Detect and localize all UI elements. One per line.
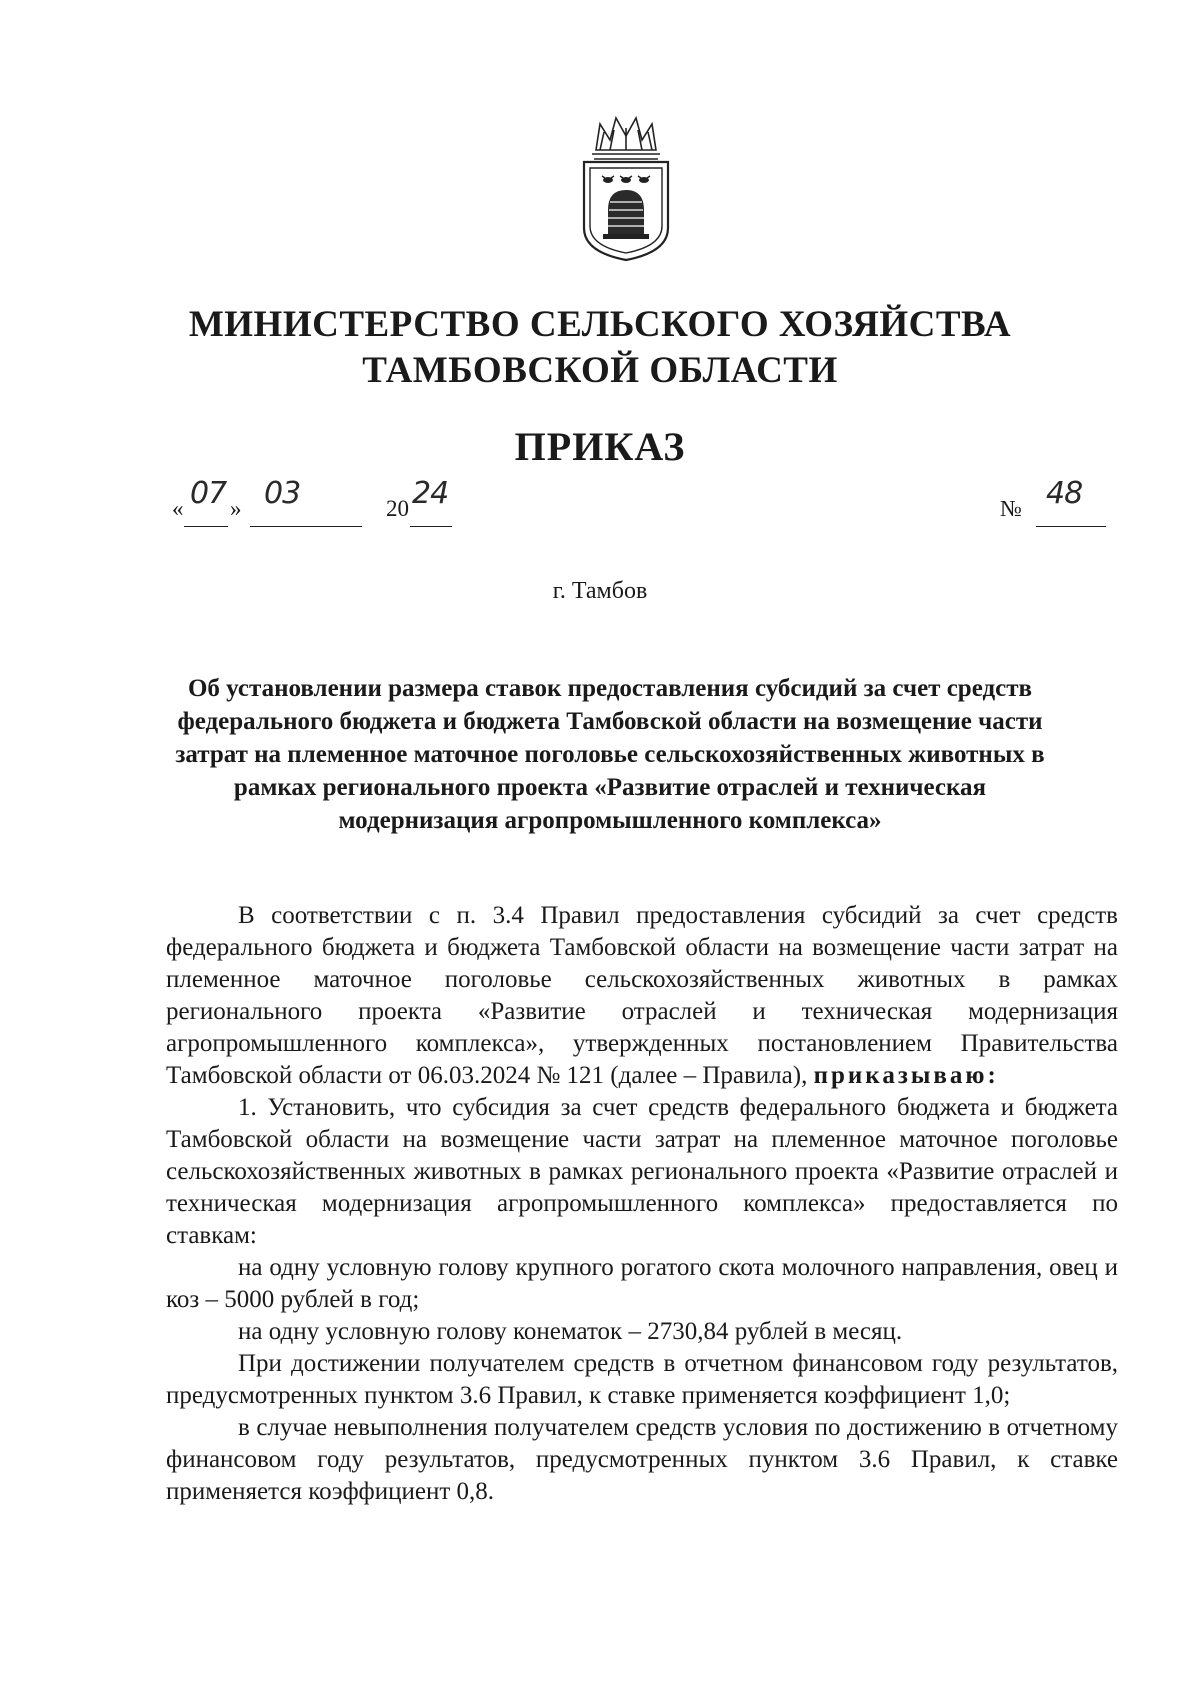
date-quote-open: «: [172, 496, 184, 521]
ministry-name-line-1: МИНИСТЕРСТВО СЕЛЬСКОГО ХОЗЯЙСТВА: [188, 304, 1012, 345]
date-month-handwritten: 03: [264, 476, 301, 511]
date-year-handwritten: 24: [412, 476, 449, 511]
date-day-underline: [184, 526, 228, 527]
number-underline: [1036, 526, 1106, 527]
coat-of-arms-emblem: [570, 110, 682, 262]
date-quote-close: »: [230, 496, 242, 521]
date-day-handwritten: 07: [190, 476, 227, 511]
body-paragraph: на одну условную голову конематок – 2730,84 рублей в месяц.: [238, 1318, 903, 1345]
body-paragraph: в случае невыполнения получателем средств условия по достижению в отчетному финансовом году результатов, предусмотренных пунктом 3.6 Правил, к ставке применяется коэффициент 0,8.: [166, 1414, 1118, 1505]
date-year-underline: [410, 526, 452, 527]
ministry-name: [100, 302, 1100, 394]
date-year-prefix: 20: [386, 496, 409, 521]
order-title: ПРИКАЗ: [514, 424, 686, 469]
preamble-paragraph: [166, 900, 1118, 1092]
date-month-underline: [250, 526, 362, 527]
number-value-handwritten: 48: [1046, 476, 1083, 511]
number-sign: №: [1000, 496, 1022, 521]
order-number: [1000, 476, 1120, 532]
preamble-text: В соответствии с п. 3.4 Правил предоставления субсидий за счет средств федерального бюджета и бюджета Тамбовской области на возмещение части затрат на племенное маточное поголовье сельскохозяйственных животных в рамках регионального проекта «Развитие отраслей и техническая модернизация агропромышленного комплекса», утвержденных постановлением Правительства Тамбовской области от 06.03.2024 № 121 (далее – Правила),: [166, 902, 1118, 1089]
body-paragraph: 1. Установить, что субсидия за счет средств федерального бюджета и бюджета Тамбовской области на возмещение части затрат на племенное маточное поголовье сельскохозяйственных животных в рамках регионального проекта «Развитие отраслей и техническая модернизация агропромышленного комплекса» предоставляется по ставкам:: [166, 1094, 1118, 1249]
order-word: приказываю:: [813, 1062, 999, 1089]
ministry-name-line-2: ТАМБОВСКОЙ ОБЛАСТИ: [362, 350, 838, 391]
order-body: [166, 900, 1118, 1508]
body-paragraph: При достижении получателем средств в отчетном финансовом году результатов, предусмотренных пунктом 3.6 Правил, к ставке применяется коэффициент 1,0;: [166, 1350, 1118, 1409]
city: г. Тамбов: [552, 578, 648, 604]
body-paragraph: на одну условную голову крупного рогатого скота молочного направления, овец и коз – 5000 рублей в год;: [166, 1254, 1118, 1313]
order-subject: Об установлении размера ставок предоставления субсидий за счет средств федерального бюджета и бюджета Тамбовской области на возмещение части затрат на племенное маточное поголовье сельскохозяйственных животных в рамках регионального проекта «Развитие отраслей и техническая модернизация агропромышленного комплекса»: [175, 675, 1045, 834]
